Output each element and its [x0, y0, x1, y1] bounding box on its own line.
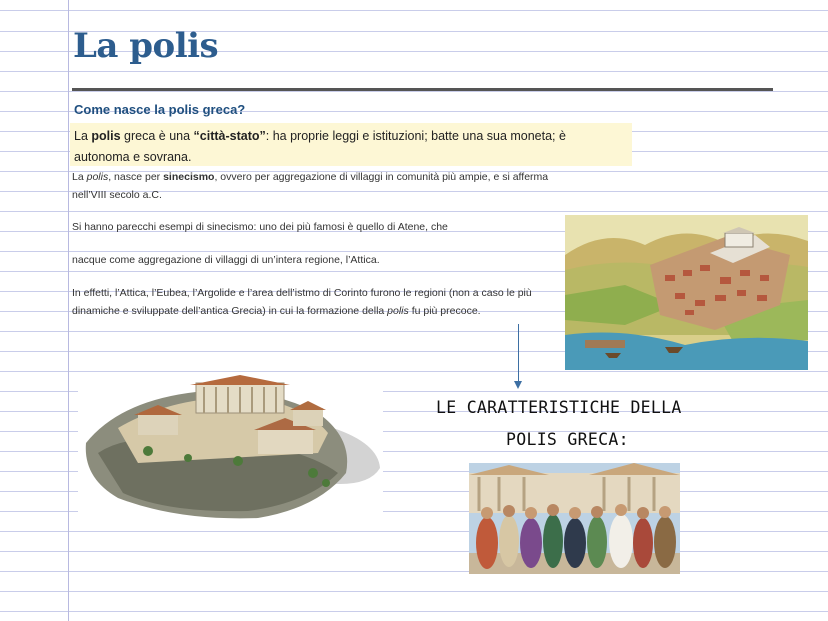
definition-mid: greca è una: [120, 129, 194, 143]
paragraph-attica: nacque come aggregazione di villaggi di un’intera regione, l’Attica.: [72, 254, 380, 266]
connector-arrow-line: [518, 324, 519, 382]
p1-part: , nasce per: [108, 171, 164, 183]
handwritten-heading-line1: LE CARATTERISTICHE DELLA: [436, 398, 682, 417]
arrow-down-icon: [514, 381, 522, 389]
section-heading: Come nasce la polis greca?: [74, 102, 246, 117]
definition-quoted-term: “città-stato”: [193, 129, 266, 143]
paragraph-examples: Si hanno parecchi esempi di sinecismo: uno dei più famosi è quello di Atene, che: [72, 221, 448, 233]
p1-part: La: [72, 171, 87, 183]
definition-term: polis: [91, 129, 121, 143]
acropolis-illustration: [78, 373, 383, 521]
greek-assembly-illustration: [469, 463, 680, 574]
p4-part: fu più precoce.: [408, 305, 481, 317]
athens-city-illustration: [565, 215, 808, 370]
p4-italic: polis: [387, 305, 409, 317]
notebook-margin-line: [68, 0, 69, 621]
p4-part: In effetti, l’Attica, l’Eubea, l’Argolide e l’area dell’istmo di Corinto furono le regioni (non a caso le più dinamiche e sviluppate dell’antica Grecia) in cui la formazione della: [72, 287, 532, 317]
title-divider: [72, 88, 773, 91]
paragraph-regions: [72, 284, 550, 320]
handwritten-heading-line2: POLIS GRECA:: [506, 430, 629, 449]
definition-text: [74, 126, 624, 168]
paragraph-sinecismo: [72, 168, 562, 204]
p1-bold: sinecismo: [163, 171, 215, 183]
p1-part: , ovvero per aggregazione di villaggi in comunità più ampie, e si afferma nell’VIII secolo a.C.: [72, 171, 549, 201]
p1-italic: polis: [86, 171, 109, 183]
page-title: La polis: [73, 26, 219, 66]
definition-post: : ha proprie leggi e istituzioni; batte una sua moneta; è autonoma e sovrana.: [74, 129, 566, 164]
definition-pre: La: [74, 129, 92, 143]
